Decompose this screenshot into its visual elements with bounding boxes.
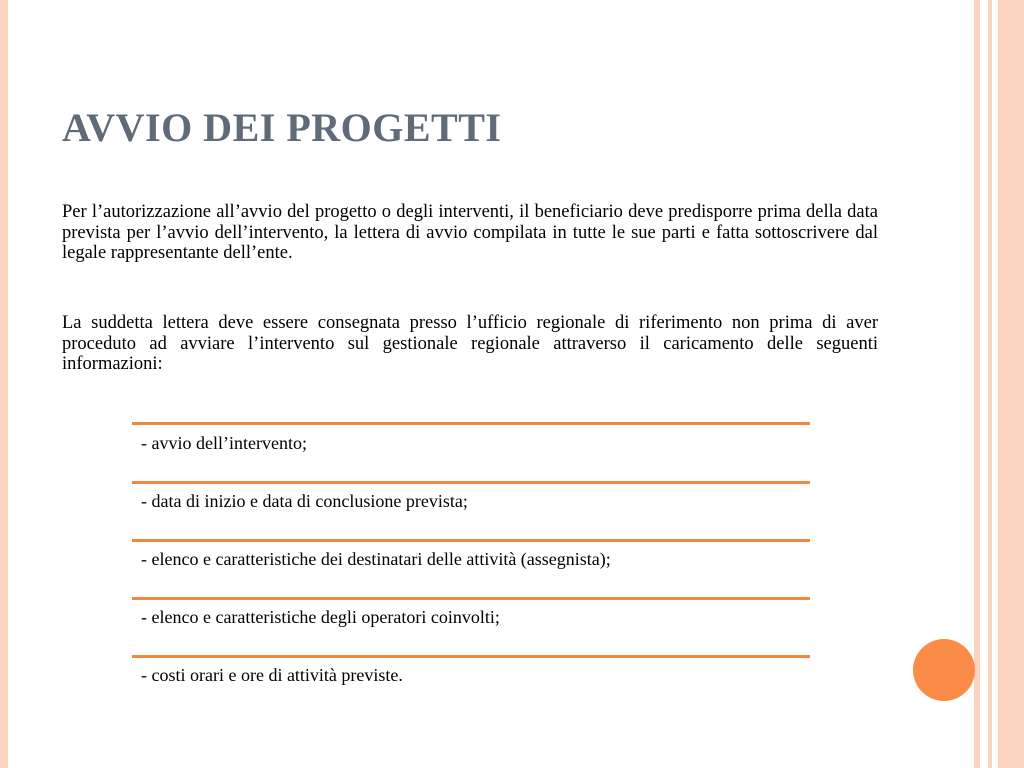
paragraph-authorization: Per l’autorizzazione all’avvio del progetto o degli interventi, il beneficiario deve predisporre prima della data prevista per l’avvio dell’intervento, la lettera di avvio compilata in tutte le sue parti e fatta sottoscrivere dal legale rappresentante dell’ente. — [62, 202, 878, 263]
list-item: - costi orari e ore di attività previste. — [141, 665, 403, 685]
list-item: - elenco e caratteristiche dei destinatari delle attività (assegnista); — [141, 549, 611, 569]
list-item: - data di inizio e data di conclusione prevista; — [141, 491, 468, 511]
paragraph-delivery: La suddetta lettera deve essere consegnata presso l’ufficio regionale di riferimento non prima di aver proceduto ad avviare l’intervento sul gestionale regionale attraverso il caricamento delle seguenti informazioni: — [62, 313, 878, 374]
stripe — [980, 0, 988, 768]
left-border-decoration — [0, 0, 8, 768]
list-divider — [132, 597, 810, 600]
orange-circle-decoration — [913, 639, 975, 701]
slide-title: AVVIO DEI PROGETTI — [62, 105, 502, 150]
list-divider — [132, 539, 810, 542]
list-divider — [132, 655, 810, 658]
list-item: - elenco e caratteristiche degli operatori coinvolti; — [141, 607, 500, 627]
list-divider — [132, 422, 810, 425]
list-item: - avvio dell’intervento; — [141, 433, 307, 453]
right-stripes-decoration — [974, 0, 1024, 768]
stripe — [998, 0, 1024, 768]
list-divider — [132, 481, 810, 484]
